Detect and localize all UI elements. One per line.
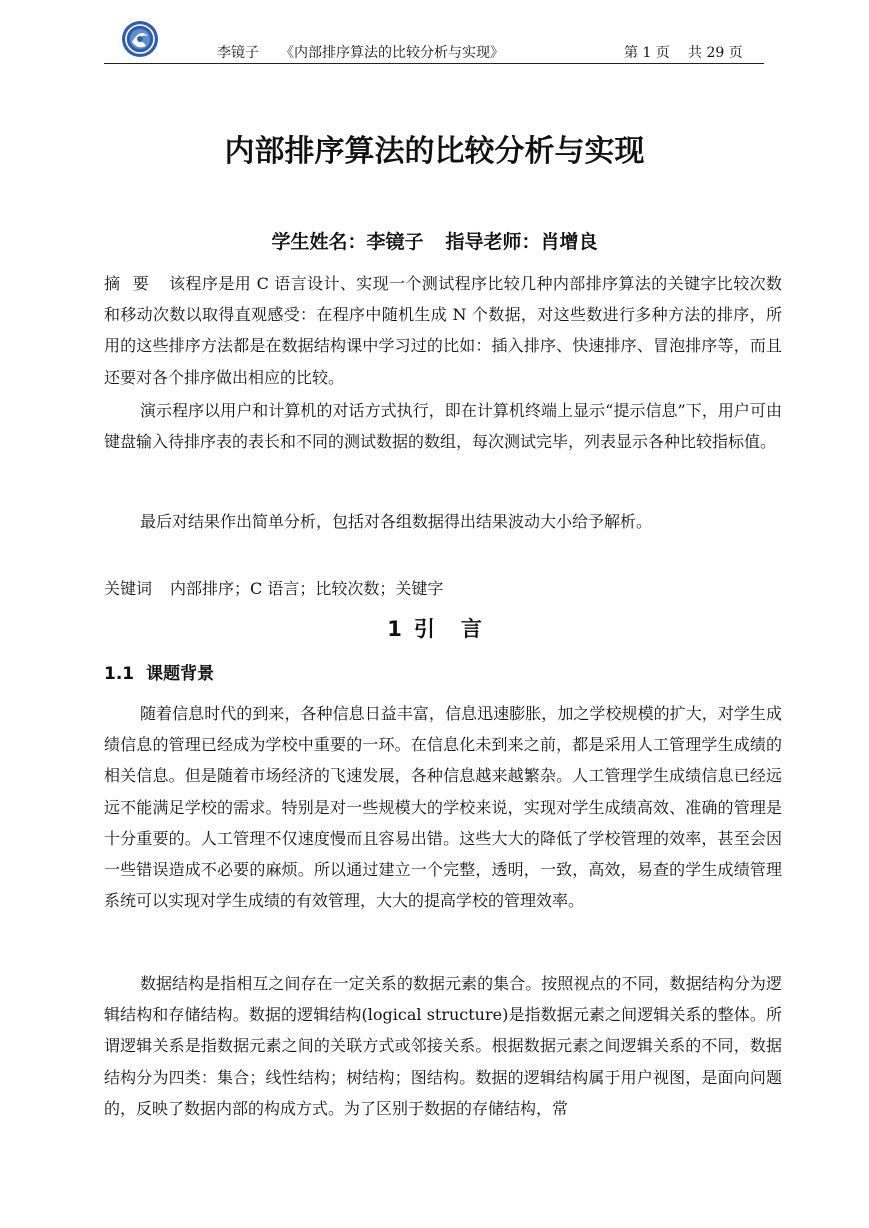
paper-title: 内部排序算法的比较分析与实现 [224, 134, 645, 169]
keywords-label: 关键词 [104, 579, 153, 598]
abstract-label [104, 274, 149, 293]
subsection-heading-1-1 [104, 659, 214, 689]
advisor-name: 指导老师：肖增良 [445, 231, 598, 253]
student-name: 学生姓名：李镜子 [271, 231, 424, 253]
abstract-paragraph-1 [104, 268, 782, 393]
section-heading-1 [0, 613, 869, 645]
section-title-char-2: 言 [460, 617, 482, 641]
subsection-title: 课题背景 [146, 664, 215, 684]
header-book-title: 《内部排序算法的比较分析与实现》 [280, 45, 504, 61]
section-number: 1 [387, 617, 402, 641]
header-page-number: 第 1 页 [624, 45, 670, 61]
section-title-char-1: 引 [413, 617, 435, 641]
keywords-text: 内部排序；C 语言；比较次数；关键字 [170, 579, 444, 598]
keywords-line [104, 573, 782, 604]
author-line [0, 228, 869, 256]
abstract-label-char-2: 要 [132, 274, 150, 293]
body-paragraph-1: 随着信息时代的到来，各种信息日益丰富，信息迅速膨胀，加之学校规模的扩大，对学生成绩信息的管理已经成为学校中重要的一环。在信息化未到来之前，都是采用人工管理学生成绩的相关信息。但是随着市场经济的飞速发展，各种信息越来越繁杂。人工管理学生成绩信息已经远远不能满足学校的需求。特别是对一些规模大的学校来说，实现对学生成绩高效、准确的管理是十分重要的。人工管理不仅速度慢而且容易出错。这些大大的降低了学校管理的效率，甚至会因一些错误造成不必要的麻烦。所以通过建立一个完整，透明，一致，高效，易查的学生成绩管理系统可以实现对学生成绩的有效管理，大大的提高学校的管理效率。 [104, 704, 782, 911]
body-paragraph-2: 数据结构是指相互之间存在一定关系的数据元素的集合。按照视点的不同，数据结构分为逻辑结构和存储结构。数据的逻辑结构(logical structure)是指数据元素之间逻辑关系的整体。所谓逻辑关系是指数据元素之间的关联方式或邻接关系。根据数据元素之间逻辑关系的不同，数据结构分为四类：集合；线性结构；树结构；图结构。数据的逻辑结构属于用户视图，是面向问题的，反映了数据内部的构成方式。为了区别于数据的存储结构，常 [104, 974, 782, 1118]
abstract-label-char-1: 摘 [104, 274, 121, 293]
abstract-text-1: 该程序是用 C 语言设计、实现一个测试程序比较几种内部排序算法的关键字比较次数和移动次数以取得直观感受：在程序中随机生成 N 个数据，对这些数进行多种方法的排序，所用的这些排序方法都是在数据结构课中学习过的比如：插入排序、快速排序、冒泡排序等，而且还要对各个排序做出相应的比较。 [104, 274, 782, 387]
abstract-paragraph-3: 最后对结果作出简单分析，包括对各组数据得出结果波动大小给予解析。 [140, 512, 653, 531]
header-divider [104, 63, 764, 64]
page-header [104, 42, 764, 64]
abstract-paragraph-2: 演示程序以用户和计算机的对话方式执行，即在计算机终端上显示“提示信息”下，用户可由键盘输入待排序表的表长和不同的测试数据的数组，每次测试完毕，列表显示各种比较指标值。 [104, 401, 782, 452]
header-total-pages: 共 29 页 [688, 45, 743, 61]
header-author: 李镜子 [217, 45, 259, 61]
subsection-number: 1.1 [104, 664, 135, 684]
